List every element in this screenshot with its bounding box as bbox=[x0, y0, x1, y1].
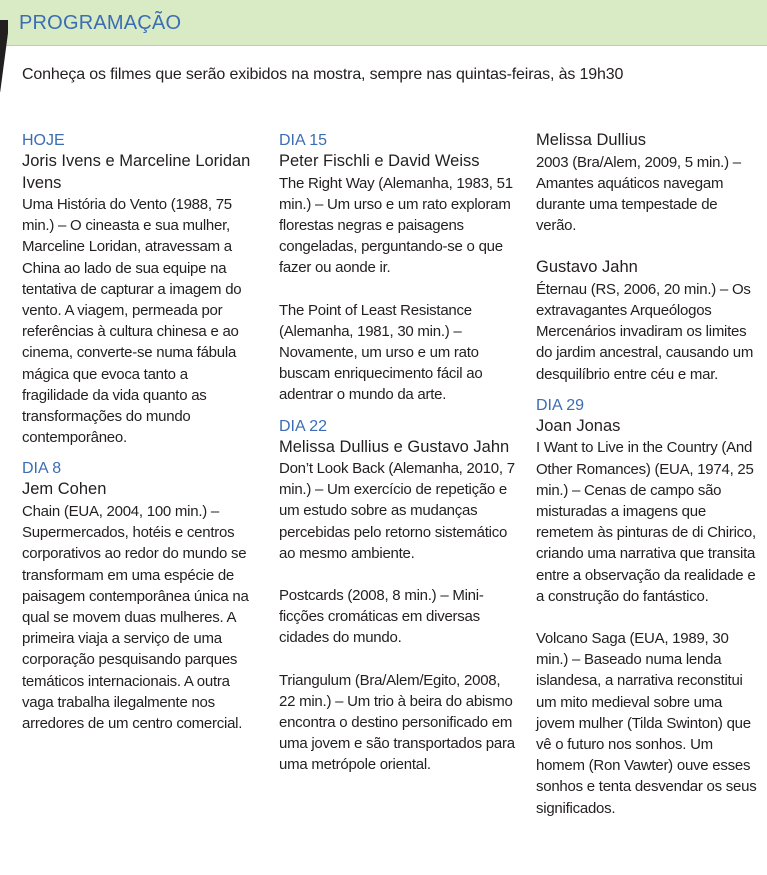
decorative-bracket bbox=[0, 20, 8, 92]
column-1 bbox=[22, 130, 258, 734]
day-heading: DIA 22 bbox=[279, 417, 328, 435]
column-3 bbox=[536, 130, 760, 819]
film-description: Postcards (2008, 8 min.) – Mini-ficções cromáticas em diversas cidades do mundo. bbox=[279, 587, 484, 647]
film-description: The Point of Least Resistance (Alemanha, 1981, 30 min.) – Novamente, um urso e um rato buscam enriquecimento fácil ao adentrar o mundo da arte. bbox=[279, 301, 483, 404]
film-description: I Want to Live in the Country (And Other Romances) (EUA, 1974, 25 min.) – Cenas de campo são misturadas a imagens que remetem às pinturas de di Chirico, criando uma narrativa que transita entre a observação da realidade e a construção do fantástico. bbox=[536, 439, 756, 605]
film-description: Volcano Saga (EUA, 1989, 30 min.) – Baseado numa lenda islandesa, a narrativa reconstitui um mito medieval sobre uma jovem mulher (Tilda Swinton) que vê o futuro nos sonhos. Um homem (Ron Vawter) ouve esses sonhos e tenta desvendar os seus significados. bbox=[536, 629, 757, 817]
director-name: Gustavo Jahn bbox=[536, 258, 638, 277]
director-name: Peter Fischli e David Weiss bbox=[279, 152, 480, 170]
director-name: Melissa Dullius e Gustavo Jahn bbox=[279, 437, 510, 456]
film-description: Don’t Look Back (Alemanha, 2010, 7 min.) – Um exercício de repetição e um estudo sobre as mudanças percebidas pelo retorno sistemático ao mesmo ambiente. bbox=[279, 460, 515, 562]
film-description: 2003 (Bra/Alem, 2009, 5 min.) – Amantes aquáticos navegam durante uma tempestade de verão. bbox=[536, 153, 741, 235]
section-header-band bbox=[0, 0, 767, 46]
intro-text: Conheça os filmes que serão exibidos na mostra, sempre nas quintas-feiras, às 19h30 bbox=[22, 66, 624, 83]
column-2 bbox=[279, 130, 517, 776]
director-name: Joan Jonas bbox=[536, 416, 621, 435]
film-description: Chain (EUA, 2004, 100 min.) – Supermercados, hotéis e centros corporativos ao redor do mundo se transformam em uma espécie de paisagem contemporânea única na qual se movem duas mulheres. A primeira viaja a serviço de uma corporação pesquisando parques temáticos internacionais. A outra vaga trabalha ilegalmente nos arredores de um centro comercial. bbox=[22, 502, 249, 732]
director-name: Joris Ivens e Marceline Loridan Ivens bbox=[22, 152, 251, 192]
film-description: The Right Way (Alemanha, 1983, 51 min.) – Um urso e um rato exploram florestas negras e paisagens congeladas, perguntando-se o que fazer ou aonde ir. bbox=[279, 174, 513, 277]
director-name: Melissa Dullius bbox=[536, 131, 647, 149]
day-heading: DIA 8 bbox=[22, 460, 62, 478]
section-title: PROGRAMAÇÃO bbox=[19, 12, 182, 34]
day-heading: HOJE bbox=[22, 132, 65, 149]
film-description: Éternau (RS, 2006, 20 min.) – Os extravagantes Arqueólogos Mercenários invadiram os limites do jardim ancestral, causando um desquilíbrio entre céu e mar. bbox=[536, 280, 754, 383]
day-heading: DIA 15 bbox=[279, 132, 328, 149]
day-heading: DIA 29 bbox=[536, 396, 585, 414]
director-name: Jem Cohen bbox=[22, 480, 107, 499]
film-description: Triangulum (Bra/Alem/Egito, 2008, 22 min.) – Um trio à beira do abismo encontra o destino personificado em uma jovem e são transportados para uma metrópole oriental. bbox=[279, 671, 515, 774]
film-description: Uma História do Vento (1988, 75 min.) – O cineasta e sua mulher, Marceline Loridan, atravessam a China ao lado de sua equipe na tentativa de capturar a imagem do vento. A viagem, permeada por referências à cultura chinesa e ao cinema, converte-se numa fábula mágica que evoca tanto a fragilidade da vida quanto as transformações do mundo contemporâneo. bbox=[22, 196, 242, 447]
